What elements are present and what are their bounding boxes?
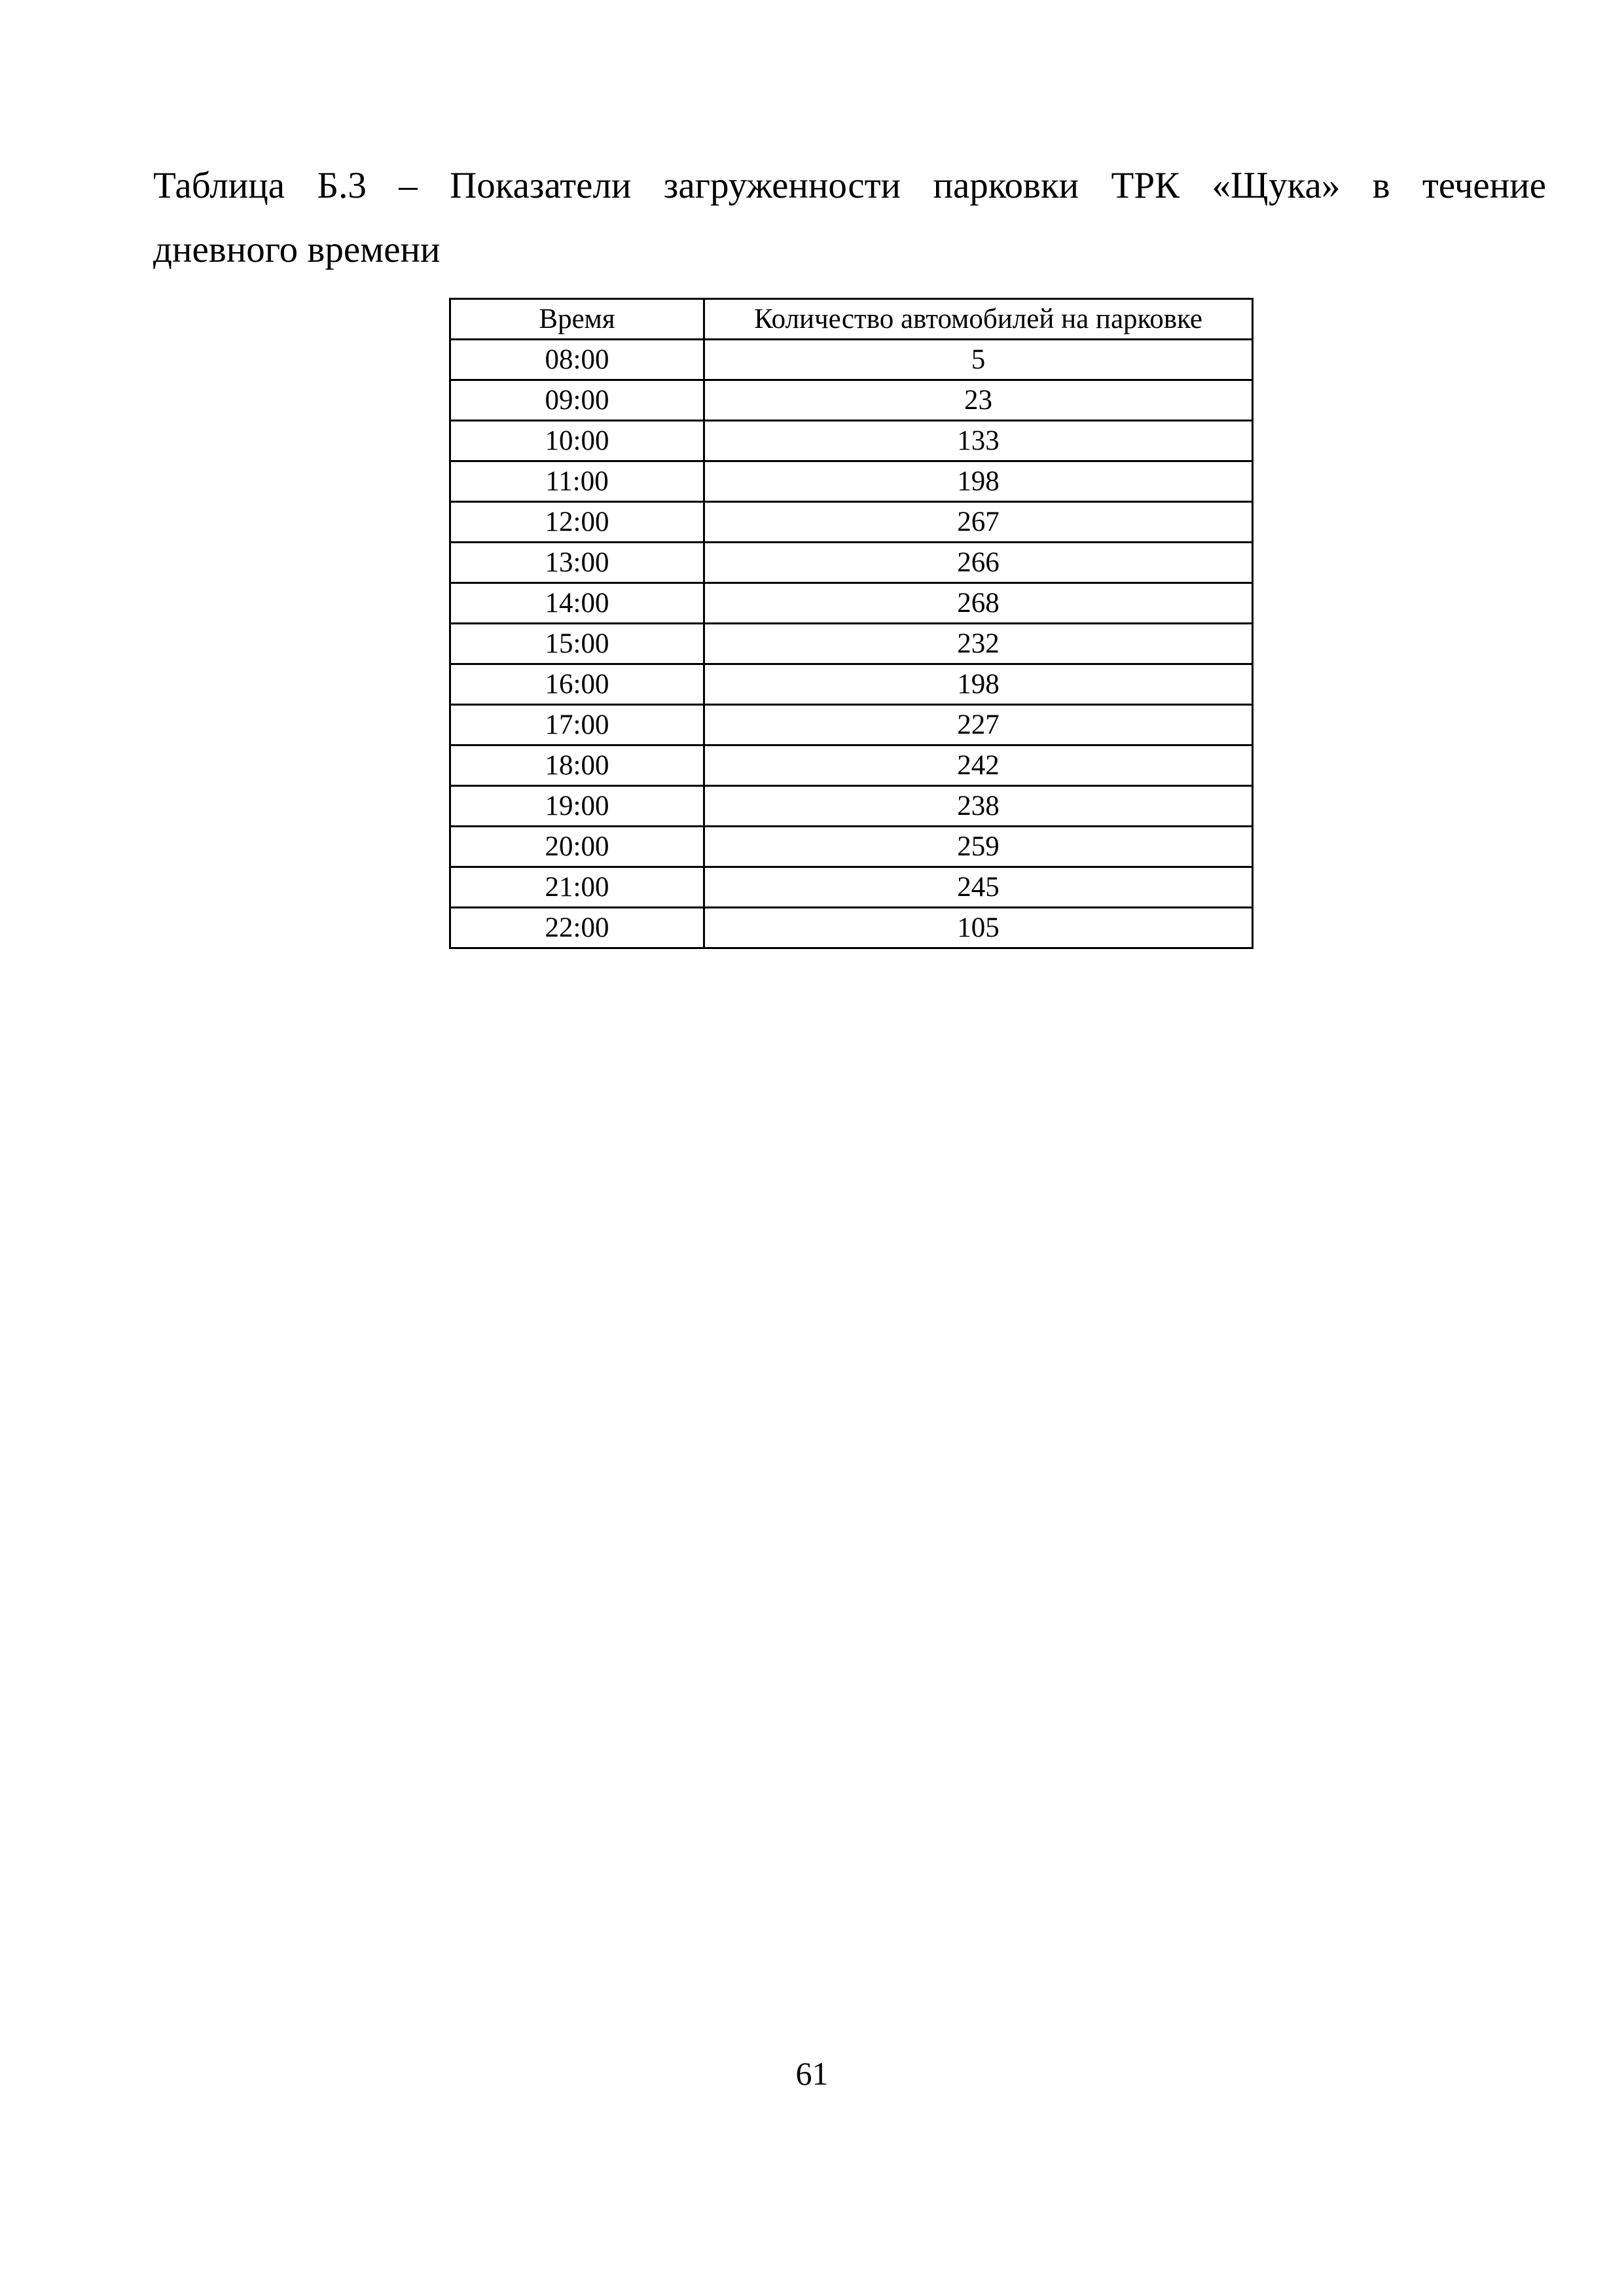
table-row [450,664,1253,705]
page-number: 61 [795,2055,829,2092]
cell-time: 10:00 [450,421,704,461]
cell-car-count: 242 [704,745,1253,786]
cell-car-count: 267 [704,502,1253,543]
cell-car-count: 23 [704,380,1253,421]
cell-time: 11:00 [450,461,704,502]
table-row [450,461,1253,502]
cell-time: 12:00 [450,502,704,543]
cell-car-count: 198 [704,461,1253,502]
cell-time: 15:00 [450,624,704,664]
table-row [450,867,1253,908]
cell-time: 14:00 [450,583,704,624]
table-header-row [450,299,1253,340]
cell-car-count: 227 [704,705,1253,745]
cell-car-count: 238 [704,786,1253,827]
cell-time: 16:00 [450,664,704,705]
table-row [450,380,1253,421]
cell-car-count: 245 [704,867,1253,908]
cell-time: 19:00 [450,786,704,827]
table-row [450,705,1253,745]
table-row [450,827,1253,867]
table-row [450,908,1253,948]
table-row [450,745,1253,786]
cell-time: 08:00 [450,340,704,380]
cell-car-count: 268 [704,583,1253,624]
cell-time: 21:00 [450,867,704,908]
cell-car-count: 133 [704,421,1253,461]
table-row [450,624,1253,664]
table-row [450,543,1253,583]
table-row [450,583,1253,624]
table-caption-line-1: Таблица Б.3 – Показатели загруженности парковки ТРК «Щука» в течение [153,165,1546,206]
table-caption-line-2: дневного времени [153,229,441,270]
cell-time: 09:00 [450,380,704,421]
table-row [450,502,1253,543]
cell-time: 13:00 [450,543,704,583]
cell-car-count: 198 [704,664,1253,705]
cell-time: 18:00 [450,745,704,786]
cell-time: 20:00 [450,827,704,867]
table-row [450,786,1253,827]
table-row [450,340,1253,380]
cell-time: 17:00 [450,705,704,745]
table-row [450,421,1253,461]
cell-car-count: 5 [704,340,1253,380]
header-car-count: Количество автомобилей на парковке [704,299,1253,340]
parking-load-table [449,298,1254,949]
cell-car-count: 266 [704,543,1253,583]
cell-time: 22:00 [450,908,704,948]
cell-car-count: 232 [704,624,1253,664]
header-time: Время [450,299,704,340]
table-caption [153,154,1546,282]
cell-car-count: 105 [704,908,1253,948]
cell-car-count: 259 [704,827,1253,867]
